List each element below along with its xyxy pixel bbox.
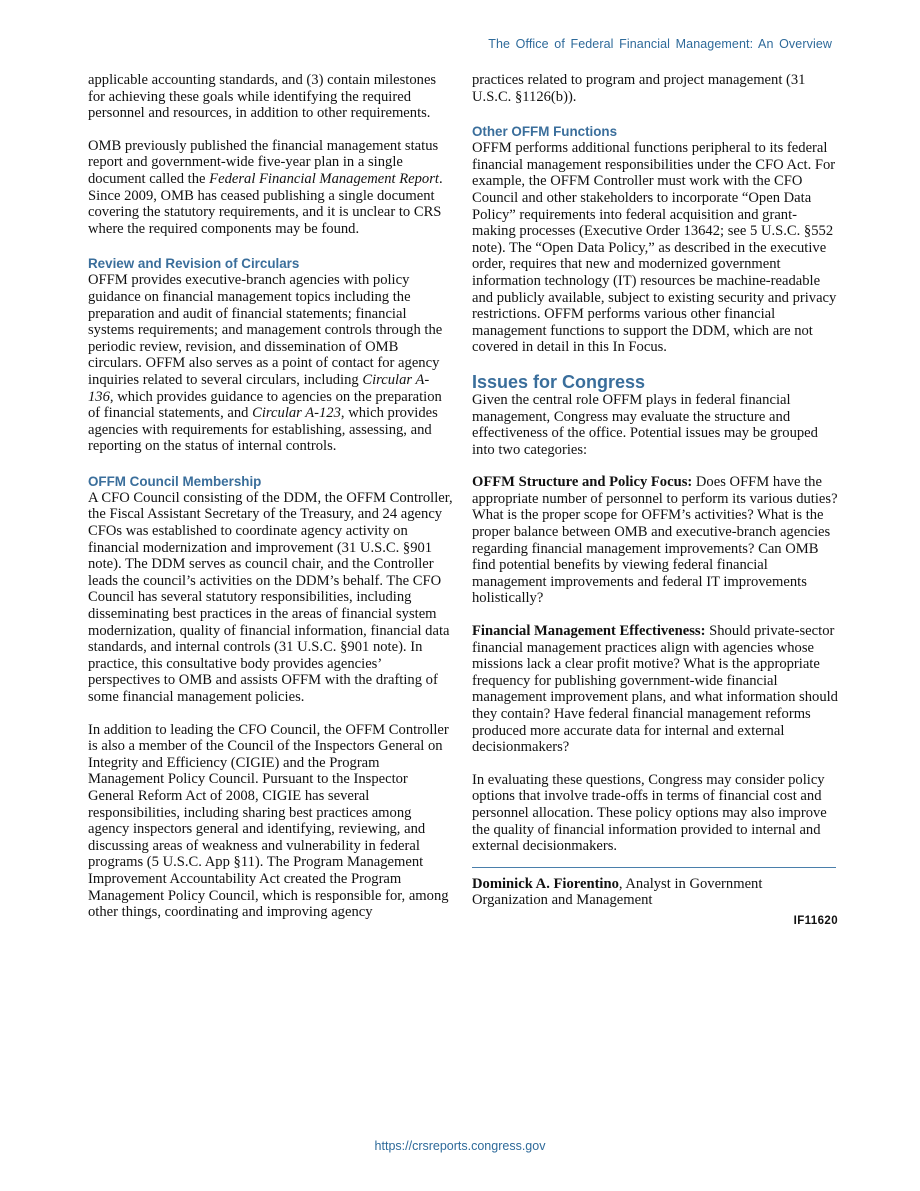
paragraph: In evaluating these questions, Congress may consider policy options that involve trade-offs in terms of financial cost and personnel allocation. These policy options may also improve the quality of financial information provided to internal and external decisionmakers. bbox=[472, 771, 827, 855]
author-credit: Dominick A. Fiorentino, Analyst in Government Organization and Management bbox=[472, 875, 763, 909]
paragraph: practices related to program and project management (31 U.S.C. §1126(b)). bbox=[472, 72, 806, 105]
paragraph: OFFM provides executive-branch agencies with policy guidance on financial management topics including the preparation and audit of financial statements; financial systems requirements; and management controls through the periodic review, revision, and dissemination of OMB circulars. OFFM also serves as a point of contact for agency inquiries related to several circulars, including Circular A-136, which provides guidance to agencies on the preparation of financial statements, and Circular A-123, which provides agencies with requirements for establishing, assessing, and reporting on the status of internal controls. bbox=[88, 272, 443, 455]
footer-url-link[interactable]: https://crsreports.congress.gov bbox=[374, 1139, 546, 1153]
paragraph: OFFM performs additional functions peripheral to its federal financial management responsibilities under the CFO Act. For example, the OFFM Controller must work with the CFO Council and other stakeholders to incorporate “Open Data Policy” requirements into federal acquisition and grant-making processes (Executive Order 13642; see 5 U.S.C. §552 note). The “Open Data Policy,” as described in the executive order, requires that new and modernized government information technology (IT) resources be machine-readable and publicly available, subject to existing security and privacy restrictions. OFFM performs various other financial management functions to support the DDM, which are not covered in detail in this In Focus. bbox=[472, 140, 837, 356]
right-column bbox=[472, 72, 838, 930]
heading-offm-council-membership: OFFM Council Membership bbox=[88, 473, 262, 489]
heading-other-offm-functions: Other OFFM Functions bbox=[472, 124, 618, 140]
paragraph: OFFM Structure and Policy Focus: Does OFFM have the appropriate number of personnel to perform its various duties? What is the proper scope for OFFM’s activities? What is the proper balance between OMB and executive-branch agencies regarding financial management improvements? Can OMB find potential benefits by viewing federal financial management improvements and federal IT improvements holistically? bbox=[472, 474, 838, 607]
product-code: IF11620 bbox=[793, 914, 838, 927]
left-column bbox=[88, 72, 454, 937]
paragraph: A CFO Council consisting of the DDM, the OFFM Controller, the Fiscal Assistant Secretary of the Treasury, and 24 agency CFOs was established to coordinate agency activity on financial modernization and improvement (31 U.S.C. §901 note). The DDM serves as council chair, and the Controller leads the council’s activities on the DDM’s behalf. The CFO Council has several statutory responsibilities, including disseminating best practices in the areas of financial system modernization, quality of financial information, financial data standards, and internal controls (31 U.S.C. §901 note). In practice, this consultative body provides agencies’ perspectives to OMB and assists OFFM with the drafting of some financial management policies. bbox=[88, 489, 453, 705]
paragraph: applicable accounting standards, and (3) contain milestones for achieving these goals while identifying the required personnel and resources, in addition to other requirements. bbox=[88, 72, 437, 122]
paragraph: Financial Management Effectiveness: Should private-sector financial management practices align with agencies whose missions lack a clear profit motive? What is the appropriate frequency for publishing government-wide financial management improvement plans, and what information should they contain? Have federal financial management reforms produced more accurate data for internal and external decisionmakers? bbox=[472, 623, 838, 756]
heading-issues-for-congress: Issues for Congress bbox=[472, 371, 646, 392]
heading-review-revision-circulars: Review and Revision of Circulars bbox=[88, 256, 300, 272]
divider bbox=[472, 867, 836, 868]
paragraph: In addition to leading the CFO Council, the OFFM Controller is also a member of the Council of the Inspectors General on Integrity and Efficiency (CIGIE) and the Program Management Policy Council. Pursuant to the Inspector General Reform Act of 2008, CIGIE has several responsibilities, including sharing best practices among agency inspectors general and identifying, reviewing, and discussing areas of weakness and vulnerability in federal programs (5 U.S.C. App §11). The Program Management Improvement Accountability Act created the Program Management Policy Council, which is responsible for, among other things, coordinating and improving agency bbox=[88, 721, 449, 921]
running-header: The Office of Federal Financial Management: An Overview bbox=[488, 37, 832, 51]
paragraph: Given the central role OFFM plays in federal financial management, Congress may evaluate the structure and effectiveness of the office. Potential issues may be grouped into two categories: bbox=[472, 391, 818, 458]
paragraph: OMB previously published the financial management status report and government-wide five-year plan in a single document called the Federal Financial Management Report. Since 2009, OMB has ceased publishing a single document covering the statutory requirements, and it is unclear to CRS where the required components may be found. bbox=[88, 137, 443, 237]
